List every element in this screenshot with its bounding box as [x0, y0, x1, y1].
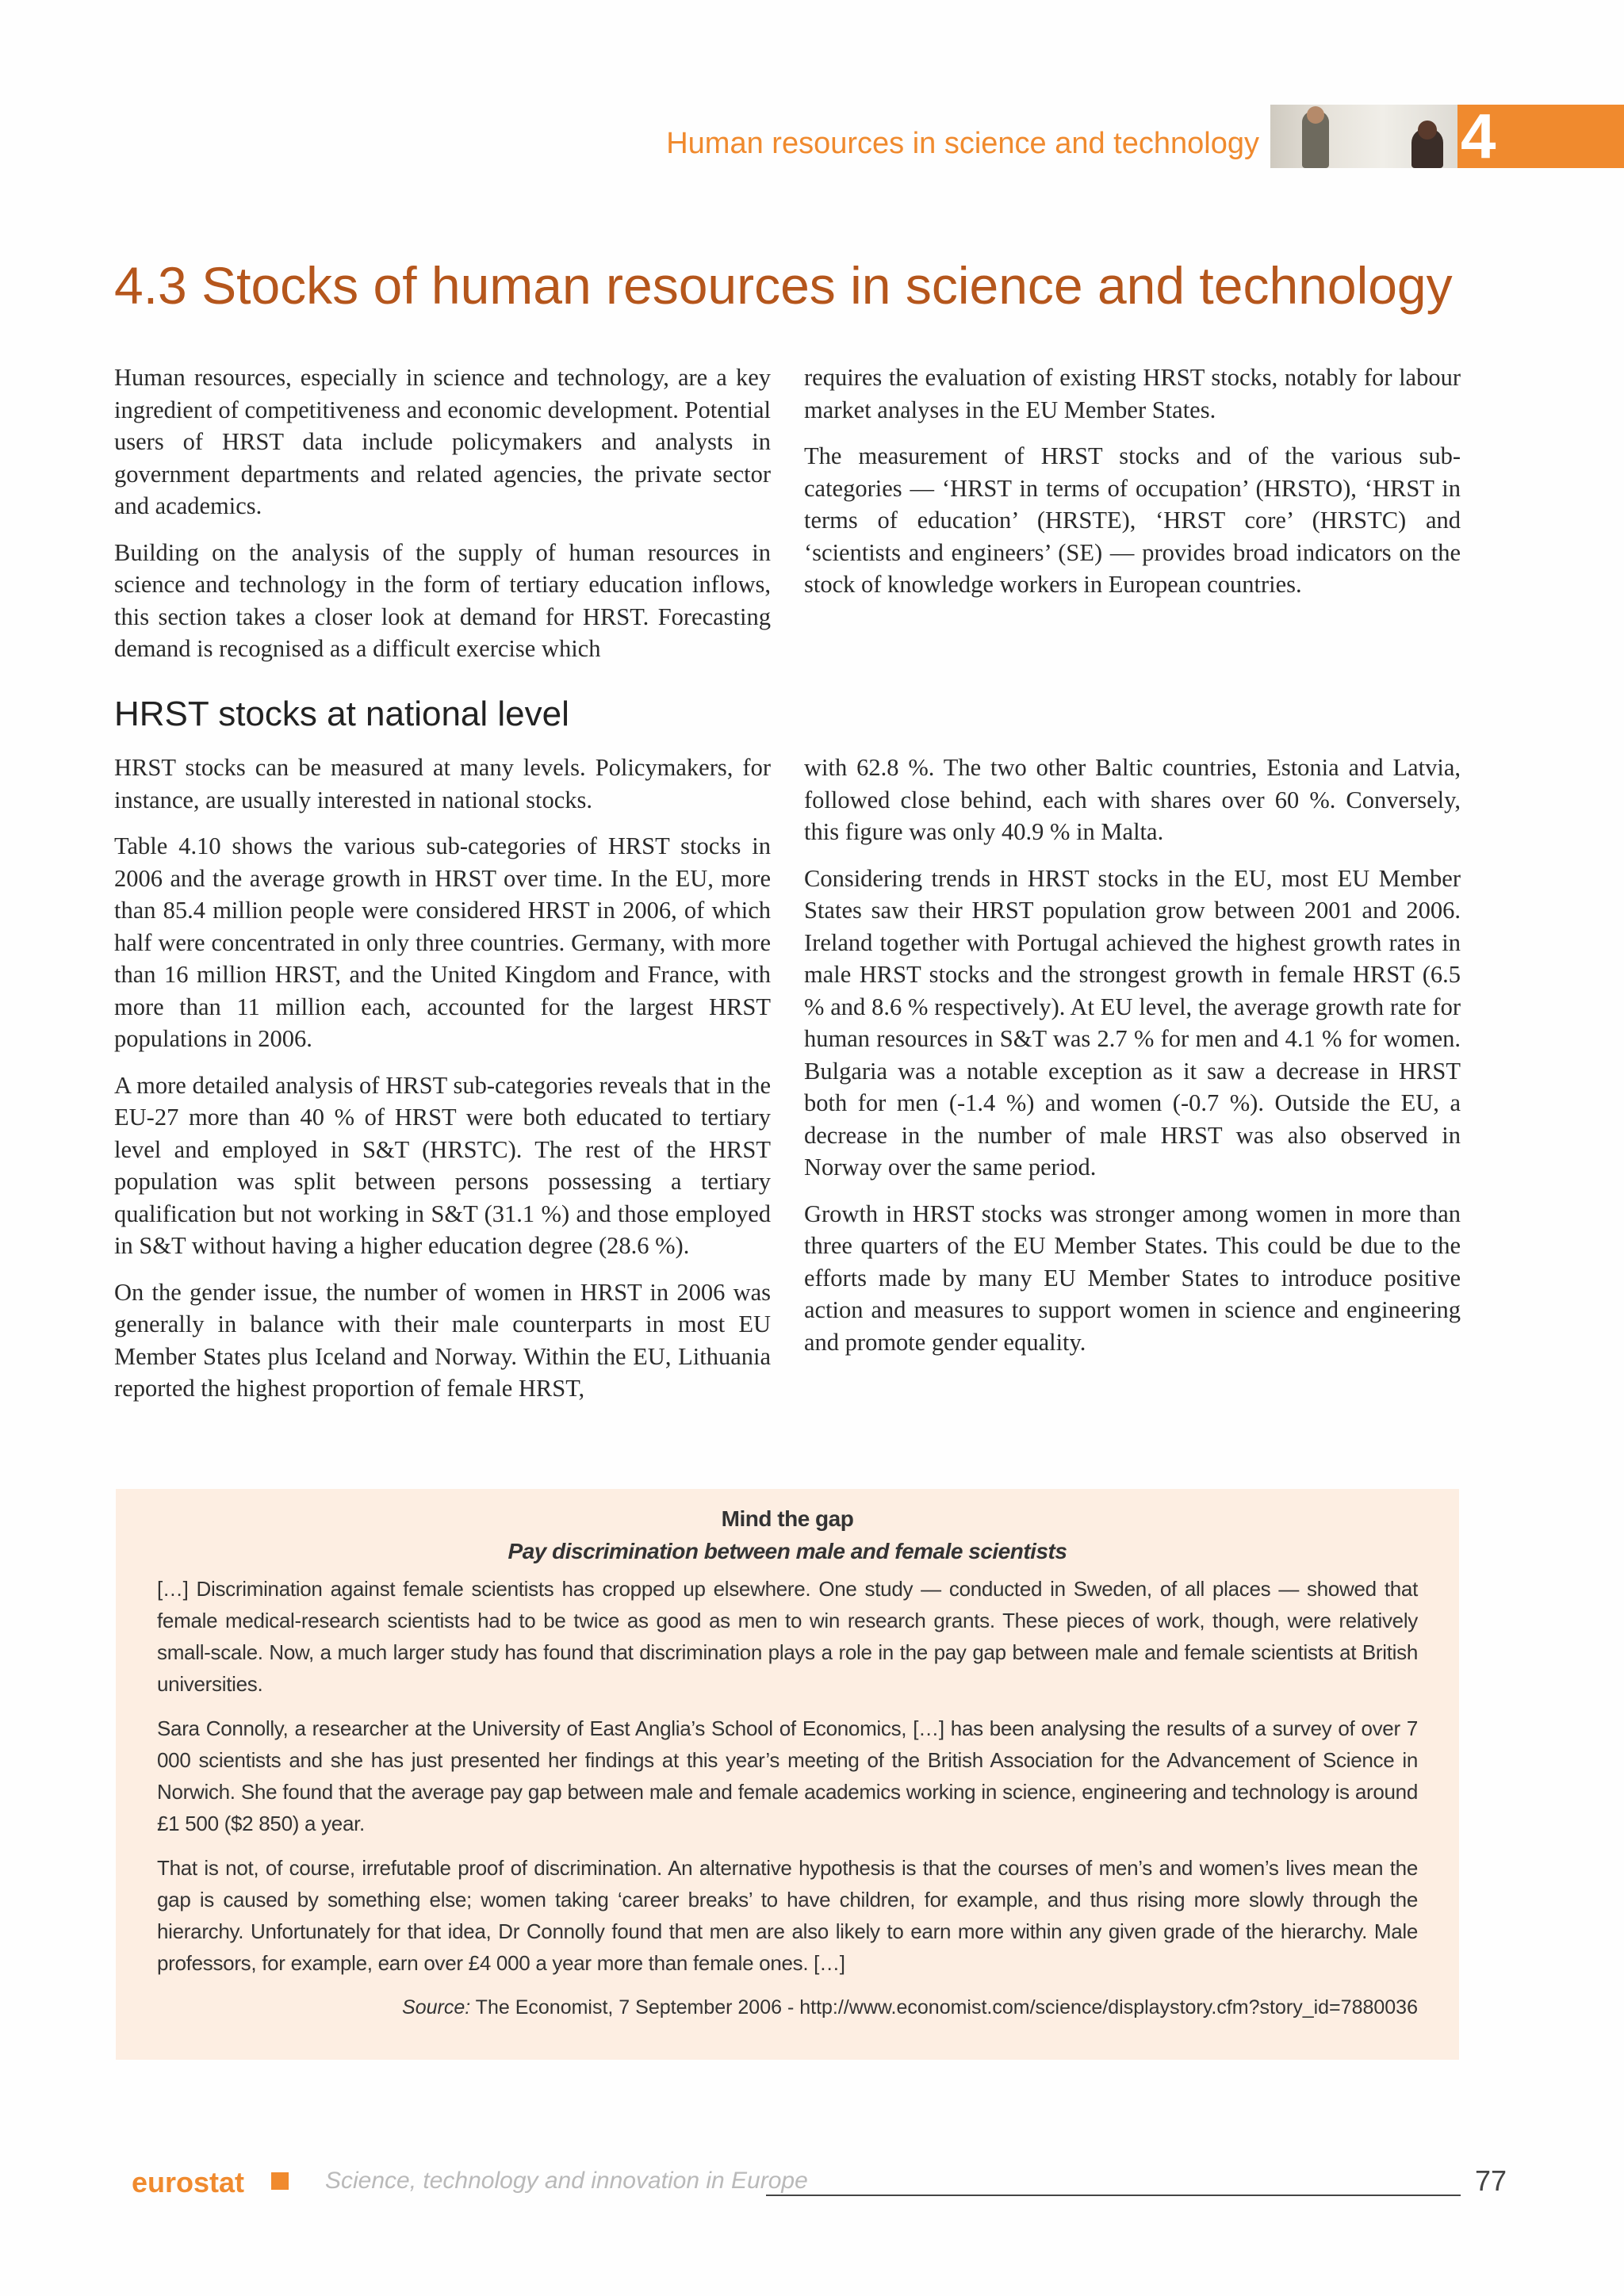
page-number: 77	[1475, 2164, 1507, 2197]
paragraph: with 62.8 %. The two other Baltic countries, Estonia and Latvia, followed close behind, each with shares over 60 %. Conversely, this figure was only 40.9 % in Malta.	[804, 754, 1461, 845]
box-source	[157, 1992, 1418, 2023]
section-title: 4.3 Stocks of human resources in science and technology	[114, 256, 1453, 315]
paragraph: The measurement of HRST stocks and of the various sub-categories — ‘HRST in terms of occupation’ (HRSTO), ‘HRST in terms of education’ (HRSTE), ‘HRST core’ (HRSTC) and ‘scientists and engineers’ (SE) — provides broad indicators on the stock of knowledge workers in European countries.	[804, 442, 1461, 598]
paragraph: Building on the analysis of the supply of human resources in science and technology in the form of tertiary education inflows, this section takes a closer look at demand for HRST. Forecasting demand is recognised as a difficult exercise which	[114, 538, 771, 662]
footer-rule	[766, 2195, 1461, 2196]
box-paragraph: That is not, of course, irrefutable proof of discrimination. An alternative hypothesis is that the courses of men’s and women’s lives mean the gap is caused by something else; women taking ‘career breaks’ to have children, for example, and thus rising more slowly through the hierarchy. Unfortunately for that idea, Dr Connolly found that men are also likely to earn more within any given grade of the hierarchy. Male professors, for example, earn over £4 000 a year more than female ones. […]	[157, 1856, 1418, 1975]
intro-column-left	[114, 362, 771, 679]
source-label: Source:	[402, 1996, 471, 2019]
paragraph: HRST stocks can be measured at many levels. Policymakers, for instance, are usually interested in national stocks.	[114, 754, 771, 813]
publication-title: Science, technology and innovation in Europe	[325, 2168, 808, 2194]
quote-box	[116, 1489, 1459, 2060]
person-head	[1418, 121, 1437, 140]
paragraph: requires the evaluation of existing HRST stocks, notably for labour market analyses in the EU Member States.	[804, 364, 1461, 423]
subsection-heading: HRST stocks at national level	[114, 695, 569, 733]
box-paragraph: Sara Connolly, a researcher at the University of East Anglia’s School of Economics, […] has been analysing the results of a survey of over 7 000 scientists and she has just presented her findings at this year’s meeting of the British Association for the Advancement of Science in Norwich. She found that the average pay gap between male and female academics working in science, engineering and technology is around £1 500 ($2 850) a year.	[157, 1716, 1418, 1835]
body-column-right	[804, 752, 1461, 1372]
box-subtitle: Pay discrimination between male and female scientists	[508, 1539, 1067, 1563]
chapter-badge: 4	[1457, 105, 1624, 168]
paragraph: Human resources, especially in science and technology, are a key ingredient of competitiveness and economic development. Potential users of HRST data include policymakers and analysts in government departments and related agencies, the private sector and academics.	[114, 364, 771, 519]
logo-square-icon	[271, 2172, 289, 2190]
paragraph: On the gender issue, the number of women in HRST in 2006 was generally in balance with their male counterparts in most EU Member States plus Iceland and Norway. Within the EU, Lithuania reported the highest proportion of female HRST,	[114, 1278, 771, 1402]
paragraph: Considering trends in HRST stocks in the EU, most EU Member States saw their HRST population grow between 2001 and 2006. Ireland together with Portugal achieved the highest growth rates in male HRST stocks and the strongest growth in female HRST (6.5 % and 8.6 % respectively). At EU level, the average growth rate for human resources in S&T was 2.7 % for men and 4.1 % for women. Bulgaria was a notable exception as it saw a decrease in HRST both for men (-1.4 %) and women (-0.7 %). Outside the EU, a decrease in the number of male HRST was also observed in Norway over the same period.	[804, 864, 1461, 1181]
body-column-left	[114, 752, 771, 1419]
intro-column-right	[804, 362, 1461, 615]
box-title: Mind the gap	[721, 1506, 854, 1531]
source-text: The Economist, 7 September 2006 - http://www.economist.com/science/displaystory.cfm?story_id=7880036	[470, 1996, 1418, 2019]
eurostat-logo: eurostat	[132, 2166, 245, 2198]
box-paragraph: […] Discrimination against female scientists has cropped up elsewhere. One study — conducted in Sweden, of all places — showed that female medical-research scientists had to be twice as good as men to win research grants. These pieces of work, though, were relatively small-scale. Now, a much larger study has found that discrimination plays a role in the pay gap between male and female scientists at British universities.	[157, 1577, 1418, 1696]
person-head	[1307, 106, 1324, 124]
paragraph: Growth in HRST stocks was stronger among women in more than three quarters of the EU Member States. This could be due to the efforts made by many EU Member States to introduce positive action and measures to support women in science and engineering and promote gender equality.	[804, 1200, 1461, 1356]
paragraph: Table 4.10 shows the various sub-categories of HRST stocks in 2006 and the average growth in HRST over time. In the EU, more than 85.4 million people were considered HRST in 2006, of which half were concentrated in only three countries. Germany, with more than 16 million HRST, and the United Kingdom and France, with more than 11 million each, accounted for the largest HRST populations in 2006.	[114, 832, 771, 1052]
paragraph: A more detailed analysis of HRST sub-categories reveals that in the EU-27 more than 40 % of HRST were both educated to tertiary level and employed in S&T (HRSTC). The rest of the HRST population was split between persons possessing a tertiary qualification but not working in S&T (31.1 %) and those employed in S&T without having a higher education degree (28.6 %).	[114, 1071, 771, 1259]
running-title: Human resources in science and technology	[666, 127, 1259, 160]
header-photo	[1270, 105, 1457, 168]
